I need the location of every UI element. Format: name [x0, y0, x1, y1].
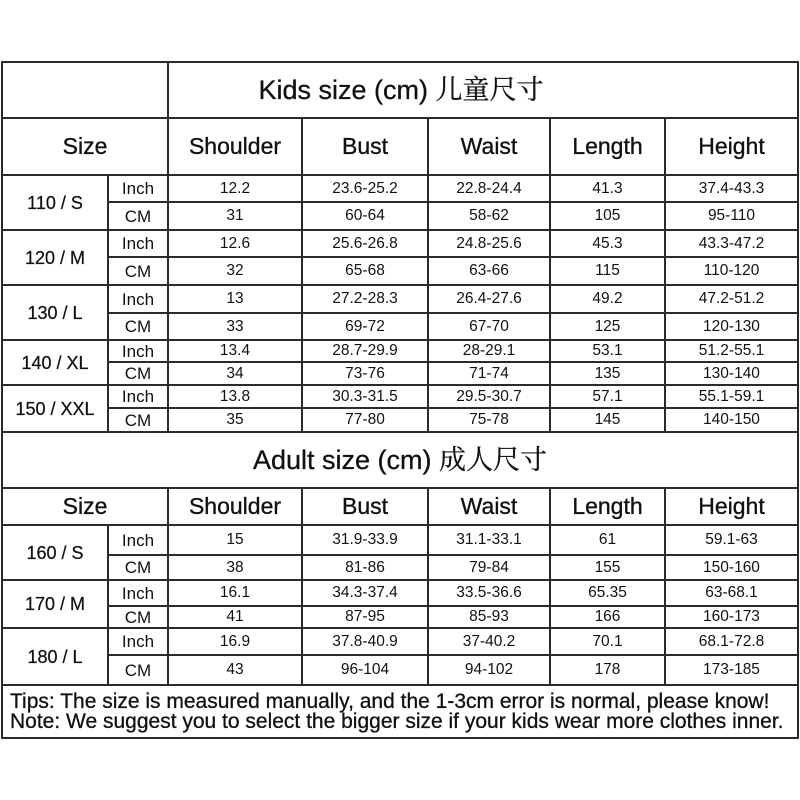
header-bust: Bust	[303, 119, 427, 174]
length-value: 61	[551, 526, 664, 554]
waist-value: 33.5-36.6	[429, 581, 549, 605]
height-value: 37.4-43.3	[666, 176, 797, 201]
header-size: Size	[3, 489, 167, 524]
unit-inch-label: Inch	[109, 286, 167, 312]
shoulder-value: 12.6	[169, 231, 301, 256]
unit-inch-label: Inch	[109, 231, 167, 256]
size-label: 110 / S	[3, 176, 107, 229]
size-label: 120 / M	[3, 231, 107, 284]
height-value: 173-185	[666, 656, 797, 684]
unit-inch-label: Inch	[109, 176, 167, 201]
bust-value: 65-68	[303, 258, 427, 284]
shoulder-value: 41	[169, 607, 301, 627]
bust-value: 77-80	[303, 409, 427, 431]
length-value: 166	[551, 607, 664, 627]
shoulder-value: 13.4	[169, 341, 301, 361]
header-bust: Bust	[303, 489, 427, 524]
height-value: 43.3-47.2	[666, 231, 797, 256]
waist-value: 75-78	[429, 409, 549, 431]
height-value: 140-150	[666, 409, 797, 431]
waist-value: 63-66	[429, 258, 549, 284]
header-height: Height	[666, 119, 797, 174]
height-value: 51.2-55.1	[666, 341, 797, 361]
size-chart-table	[1, 61, 799, 739]
length-value: 105	[551, 203, 664, 229]
unit-cm-label: CM	[109, 258, 167, 284]
header-shoulder: Shoulder	[169, 119, 301, 174]
size-label: 180 / L	[3, 629, 107, 684]
size-label: 150 / XXL	[3, 386, 107, 431]
unit-cm-label: CM	[109, 556, 167, 579]
waist-value: 37-40.2	[429, 629, 549, 654]
header-waist: Waist	[429, 119, 549, 174]
height-value: 55.1-59.1	[666, 386, 797, 407]
waist-value: 85-93	[429, 607, 549, 627]
size-label: 130 / L	[3, 286, 107, 339]
bust-value: 60-64	[303, 203, 427, 229]
tips-text: Tips: The size is measured manually, and the 1-3cm error is normal, please know!	[10, 689, 770, 713]
kids-size-title: Kids size (cm) 儿童尺寸	[169, 63, 797, 117]
shoulder-value: 34	[169, 363, 301, 384]
shoulder-value: 13	[169, 286, 301, 312]
shoulder-value: 15	[169, 526, 301, 554]
tips-box	[3, 686, 797, 737]
shoulder-value: 12.2	[169, 176, 301, 201]
bust-value: 31.9-33.9	[303, 526, 427, 554]
height-value: 160-173	[666, 607, 797, 627]
length-value: 57.1	[551, 386, 664, 407]
bust-value: 28.7-29.9	[303, 341, 427, 361]
shoulder-value: 16.1	[169, 581, 301, 605]
waist-value: 67-70	[429, 314, 549, 339]
bust-value: 87-95	[303, 607, 427, 627]
bust-value: 23.6-25.2	[303, 176, 427, 201]
height-value: 68.1-72.8	[666, 629, 797, 654]
height-value: 95-110	[666, 203, 797, 229]
unit-cm-label: CM	[109, 203, 167, 229]
header-size: Size	[3, 119, 167, 174]
waist-value: 26.4-27.6	[429, 286, 549, 312]
header-height: Height	[666, 489, 797, 524]
unit-cm-label: CM	[109, 607, 167, 627]
unit-cm-label: CM	[109, 656, 167, 684]
bust-value: 25.6-26.8	[303, 231, 427, 256]
shoulder-value: 31	[169, 203, 301, 229]
waist-value: 22.8-24.4	[429, 176, 549, 201]
shoulder-value: 35	[169, 409, 301, 431]
height-value: 130-140	[666, 363, 797, 384]
waist-value: 29.5-30.7	[429, 386, 549, 407]
size-label: 140 / XL	[3, 341, 107, 384]
adult-size-title: Adult size (cm) 成人尺寸	[3, 433, 797, 487]
shoulder-value: 13.8	[169, 386, 301, 407]
header-shoulder: Shoulder	[169, 489, 301, 524]
waist-value: 28-29.1	[429, 341, 549, 361]
waist-value: 58-62	[429, 203, 549, 229]
unit-inch-label: Inch	[109, 341, 167, 361]
unit-inch-label: Inch	[109, 386, 167, 407]
shoulder-value: 16.9	[169, 629, 301, 654]
bust-value: 73-76	[303, 363, 427, 384]
size-label: 160 / S	[3, 526, 107, 579]
shoulder-value: 33	[169, 314, 301, 339]
bust-value: 81-86	[303, 556, 427, 579]
corner-cell	[3, 63, 167, 117]
waist-value: 24.8-25.6	[429, 231, 549, 256]
unit-inch-label: Inch	[109, 581, 167, 605]
bust-value: 69-72	[303, 314, 427, 339]
unit-cm-label: CM	[109, 314, 167, 339]
shoulder-value: 43	[169, 656, 301, 684]
unit-cm-label: CM	[109, 409, 167, 431]
length-value: 65.35	[551, 581, 664, 605]
bust-value: 34.3-37.4	[303, 581, 427, 605]
unit-inch-label: Inch	[109, 526, 167, 554]
shoulder-value: 32	[169, 258, 301, 284]
unit-cm-label: CM	[109, 363, 167, 384]
length-value: 125	[551, 314, 664, 339]
shoulder-value: 38	[169, 556, 301, 579]
height-value: 120-130	[666, 314, 797, 339]
bust-value: 37.8-40.9	[303, 629, 427, 654]
length-value: 178	[551, 656, 664, 684]
waist-value: 31.1-33.1	[429, 526, 549, 554]
waist-value: 79-84	[429, 556, 549, 579]
length-value: 145	[551, 409, 664, 431]
height-value: 110-120	[666, 258, 797, 284]
header-length: Length	[551, 489, 664, 524]
header-length: Length	[551, 119, 664, 174]
height-value: 47.2-51.2	[666, 286, 797, 312]
bust-value: 27.2-28.3	[303, 286, 427, 312]
length-value: 70.1	[551, 629, 664, 654]
waist-value: 71-74	[429, 363, 549, 384]
length-value: 45.3	[551, 231, 664, 256]
length-value: 41.3	[551, 176, 664, 201]
note-text: Note: We suggest you to select the bigger size if your kids wear more clothes inner.	[10, 709, 784, 733]
length-value: 53.1	[551, 341, 664, 361]
header-waist: Waist	[429, 489, 549, 524]
bust-value: 96-104	[303, 656, 427, 684]
height-value: 63-68.1	[666, 581, 797, 605]
height-value: 59.1-63	[666, 526, 797, 554]
unit-inch-label: Inch	[109, 629, 167, 654]
size-label: 170 / M	[3, 581, 107, 627]
length-value: 155	[551, 556, 664, 579]
length-value: 135	[551, 363, 664, 384]
length-value: 115	[551, 258, 664, 284]
length-value: 49.2	[551, 286, 664, 312]
height-value: 150-160	[666, 556, 797, 579]
waist-value: 94-102	[429, 656, 549, 684]
bust-value: 30.3-31.5	[303, 386, 427, 407]
